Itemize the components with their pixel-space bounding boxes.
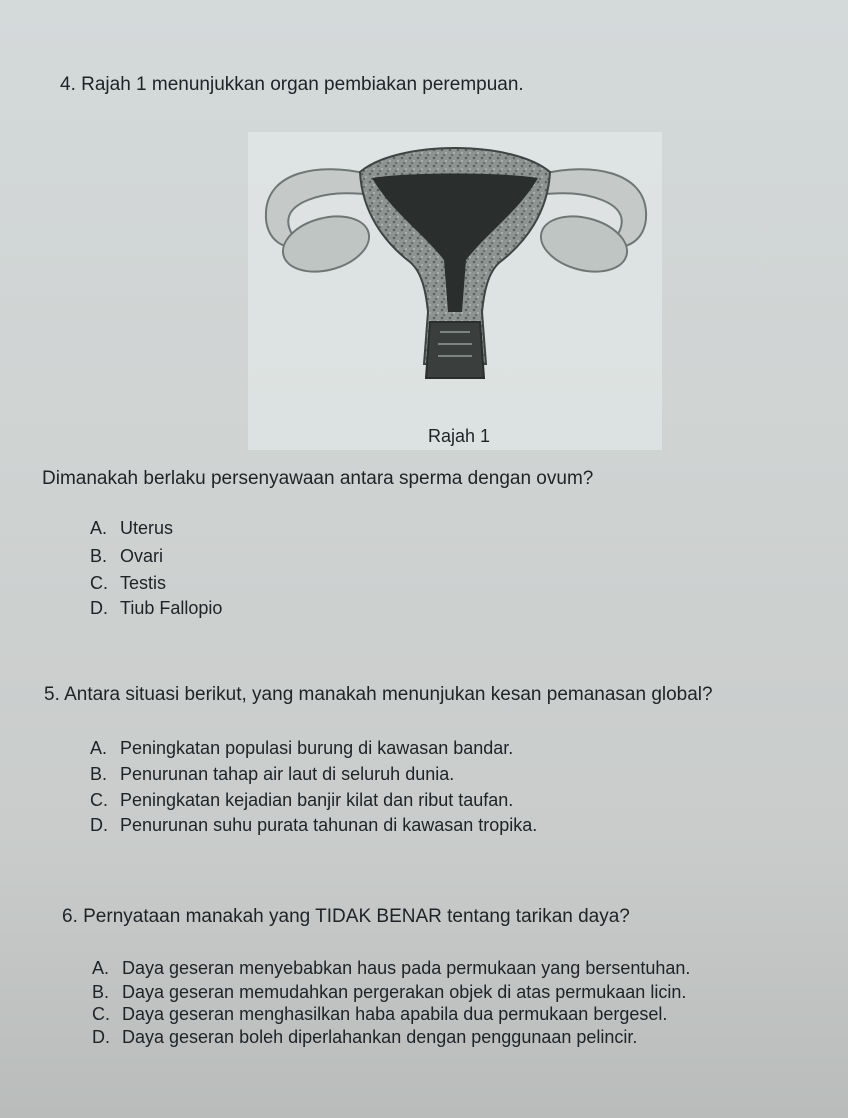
q4-option-a[interactable]: A. Uterus <box>90 518 174 538</box>
question-5-stem: 5. Antara situasi berikut, yang manakah menunjukan kesan pemanasan global? <box>44 684 713 705</box>
cervix <box>426 322 484 378</box>
q5-option-a[interactable]: A. Peningkatan populasi burung di kawasan bandar. <box>90 738 514 758</box>
q6-option-b[interactable]: B. Daya geseran memudahkan pergerakan objek di atas permukaan licin. <box>92 982 687 1002</box>
q5-option-c[interactable]: C. Peningkatan kejadian banjir kilat dan ribut taufan. <box>90 790 514 810</box>
question-6-stem: 6. Pernyataan manakah yang TIDAK BENAR tentang tarikan daya? <box>62 906 630 927</box>
q6-option-a[interactable]: A. Daya geseran menyebabkan haus pada permukaan yang bersentuhan. <box>92 958 691 978</box>
uterus-illustration <box>248 132 662 450</box>
figure-caption: Rajah 1 <box>428 426 491 446</box>
q5-option-d[interactable]: D. Penurunan suhu purata tahunan di kawasan tropika. <box>90 815 538 835</box>
uterus-diagram <box>248 132 662 450</box>
left-ovary <box>277 207 375 280</box>
question-4-question: Dimanakah berlaku persenyawaan antara sperma dengan ovum? <box>42 468 594 489</box>
q6-option-c[interactable]: C. Daya geseran menghasilkan haba apabila dua permukaan bergesel. <box>92 1004 668 1024</box>
q4-option-b[interactable]: B. Ovari <box>90 546 164 566</box>
q5-option-b[interactable]: B. Penurunan tahap air laut di seluruh dunia. <box>90 764 455 784</box>
q6-option-d[interactable]: D. Daya geseran boleh diperlahankan dengan penggunaan pelincir. <box>92 1027 638 1047</box>
right-ovary <box>535 207 633 280</box>
q4-option-d[interactable]: D. Tiub Fallopio <box>90 598 223 618</box>
question-4-stem: 4. Rajah 1 menunjukkan organ pembiakan perempuan. <box>60 74 524 95</box>
q4-option-c[interactable]: C. Testis <box>90 573 167 593</box>
